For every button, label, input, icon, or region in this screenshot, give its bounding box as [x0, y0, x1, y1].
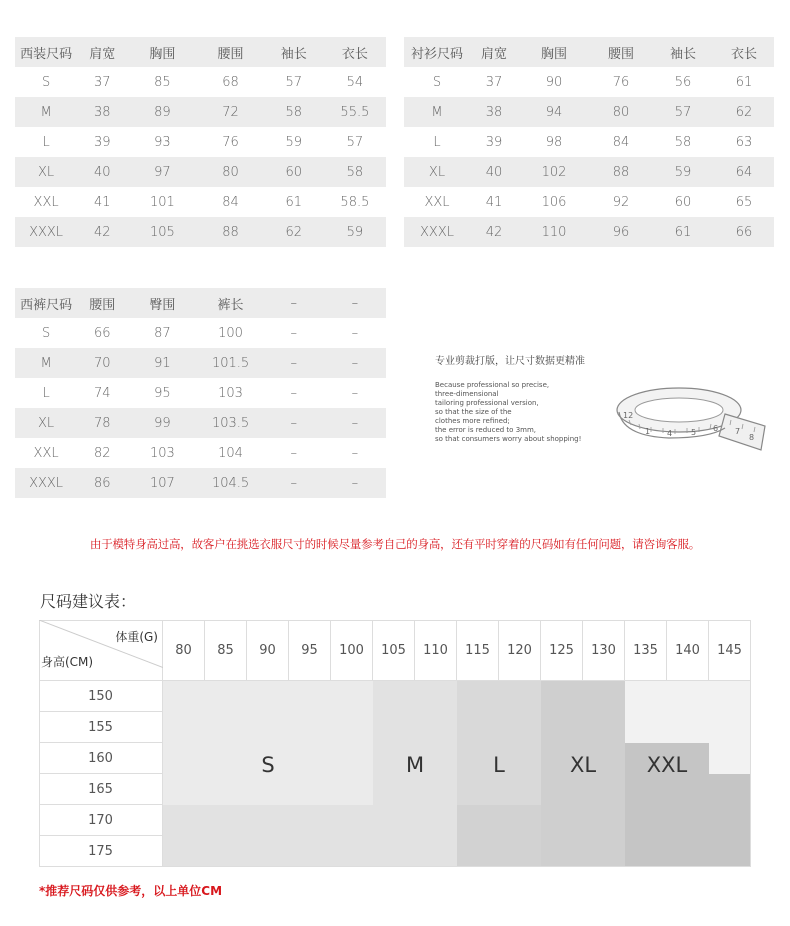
table-cell: 60 — [674, 194, 692, 210]
table-cell: 61 — [652, 217, 714, 247]
table-cell: 37 — [485, 74, 503, 90]
table-row — [404, 157, 774, 187]
header-cell: 衣长 — [714, 37, 774, 67]
weight-header-cell: 120 — [499, 620, 541, 681]
tape-note-line: three-dimensional — [435, 390, 499, 398]
weight-header-cell: 110 — [415, 620, 457, 681]
table-row — [404, 187, 774, 217]
table-cell: – — [290, 325, 297, 341]
table-cell: 72 — [197, 97, 263, 127]
table-cell: XL — [15, 408, 77, 438]
height-row-cell: 160 — [39, 743, 163, 774]
table-cell: 104.5 — [197, 468, 263, 498]
header-cell: 臀围 — [127, 288, 197, 318]
table-header-row — [15, 288, 386, 318]
table-cell: S — [432, 74, 442, 90]
table-cell: 58 — [324, 157, 386, 187]
suit-size-table — [15, 37, 386, 247]
table-cell: 38 — [470, 97, 518, 127]
weight-header-cell: 145 — [709, 620, 751, 681]
table-cell: 76 — [222, 134, 239, 150]
table-cell: 96 — [590, 217, 652, 247]
table-cell: – — [290, 445, 297, 461]
table-cell: – — [264, 348, 324, 378]
table-cell: 85 — [154, 74, 171, 90]
table-row — [404, 217, 774, 247]
table-cell: 38 — [77, 97, 127, 127]
table-cell: 105 — [127, 217, 197, 247]
table-cell: 99 — [127, 408, 197, 438]
table-cell: M — [404, 97, 470, 127]
table-cell: XL — [15, 157, 77, 187]
table-cell: 78 — [77, 408, 127, 438]
header-cell: 肩宽 — [470, 37, 518, 67]
tape-digit: 8 — [749, 433, 755, 442]
table-cell: 106 — [541, 194, 567, 210]
table-cell: 93 — [154, 134, 171, 150]
header-cell: 腰围 — [77, 288, 127, 318]
table-cell: 57 — [346, 134, 364, 150]
table-cell: XXXL — [404, 217, 470, 247]
table-cell: M — [15, 348, 77, 378]
table-cell: L — [42, 134, 50, 150]
table-cell: 97 — [127, 157, 197, 187]
tape-digit: 12 — [623, 411, 634, 420]
table-cell: 102 — [518, 157, 590, 187]
zone-top-right — [625, 681, 751, 743]
table-cell: 89 — [127, 97, 197, 127]
table-cell: 80 — [197, 157, 263, 187]
table-cell: 40 — [77, 157, 127, 187]
table-header-row — [404, 37, 774, 67]
table-row — [15, 408, 386, 438]
size-label-s: S — [261, 752, 275, 777]
table-row — [15, 67, 386, 97]
table-cell: 110 — [518, 217, 590, 247]
table-cell: – — [351, 325, 359, 341]
tape-measure-note — [435, 352, 765, 462]
table-cell: 65 — [735, 194, 753, 210]
table-cell: L — [433, 134, 441, 150]
table-cell: 104 — [218, 445, 243, 461]
weight-header-cell: 130 — [583, 620, 625, 681]
header-cell: 裤长 — [197, 288, 263, 318]
table-row — [404, 67, 774, 97]
table-cell: XXL — [33, 194, 59, 210]
weight-header-cell: 100 — [331, 620, 373, 681]
table-row — [15, 187, 386, 217]
table-cell: 59 — [324, 217, 386, 247]
table-cell: 84 — [222, 194, 239, 210]
table-cell: 88 — [590, 157, 652, 187]
header-cell: – — [264, 288, 324, 318]
header-cell: 西裤尺码 — [15, 288, 77, 318]
table-cell: – — [264, 408, 324, 438]
weight-axis-label: 体重(G) — [115, 630, 158, 644]
model-height-notice: 由于模特身高过高，故客户在挑选衣服尺寸的时候尽量参考自己的身高，还有平时穿着的尺码如有任何问题，请咨询客服。 — [89, 537, 701, 551]
weight-header-cell: 135 — [625, 620, 667, 681]
table-cell: 74 — [93, 385, 111, 401]
table-row — [404, 127, 774, 157]
grid-corner-header — [39, 620, 163, 681]
table-cell: 103.5 — [197, 408, 263, 438]
table-cell: 64 — [714, 157, 774, 187]
header-cell: 衬衫尺码 — [404, 37, 470, 67]
table-cell: 82 — [93, 445, 111, 461]
table-cell: 86 — [77, 468, 127, 498]
table-cell: – — [324, 468, 386, 498]
tape-digit: 4 — [667, 429, 673, 438]
height-row-cell: 170 — [39, 805, 163, 836]
table-cell: – — [351, 385, 359, 401]
table-cell: 41 — [485, 194, 503, 210]
table-cell: 101.5 — [197, 348, 263, 378]
tape-note-chinese: 专业剪裁打版，让尺寸数据更精准 — [435, 356, 585, 367]
header-cell: 胸围 — [518, 37, 590, 67]
header-cell: 西装尺码 — [15, 37, 77, 67]
weight-header-cell: 80 — [163, 620, 205, 681]
tape-note-line: so that the size of the — [435, 408, 512, 416]
height-row-cell: 175 — [39, 836, 163, 867]
table-row — [15, 217, 386, 247]
weight-header-cell: 125 — [541, 620, 583, 681]
table-cell: L — [42, 385, 50, 401]
weight-header-cell: 105 — [373, 620, 415, 681]
table-cell: 42 — [77, 217, 127, 247]
table-cell: XL — [404, 157, 470, 187]
tape-digit: 6 — [713, 424, 719, 433]
table-cell: 70 — [77, 348, 127, 378]
table-cell: – — [324, 408, 386, 438]
zone-l-bottom — [457, 805, 541, 867]
table-cell: 39 — [93, 134, 111, 150]
tape-digit: 5 — [691, 428, 697, 437]
table-cell: 101 — [149, 194, 175, 210]
tape-note-line: tailoring professional version, — [435, 399, 539, 407]
table-cell: 91 — [127, 348, 197, 378]
weight-header-cell: 95 — [289, 620, 331, 681]
table-cell: 90 — [545, 74, 563, 90]
zone-right-notch — [709, 743, 751, 774]
table-cell: 94 — [518, 97, 590, 127]
table-cell: 59 — [652, 157, 714, 187]
table-cell: 56 — [674, 74, 692, 90]
tape-note-line: clothes more refined; — [435, 417, 510, 425]
tape-note-line: the error is reduced to 3mm, — [435, 426, 537, 434]
zone-l — [457, 681, 541, 805]
table-cell: 37 — [93, 74, 111, 90]
table-row — [15, 438, 386, 468]
table-cell: 87 — [154, 325, 171, 341]
pants-size-table — [15, 288, 386, 498]
table-cell: 61 — [735, 74, 753, 90]
table-row — [15, 127, 386, 157]
shirt-size-table — [404, 37, 774, 247]
table-cell: 103 — [218, 385, 243, 401]
header-cell: 胸围 — [127, 37, 197, 67]
table-cell: 62 — [264, 217, 324, 247]
table-cell: 92 — [612, 194, 630, 210]
table-row — [15, 318, 386, 348]
table-cell: 95 — [154, 385, 171, 401]
header-cell: – — [324, 288, 386, 318]
table-cell: 39 — [485, 134, 503, 150]
table-row — [15, 468, 386, 498]
table-row — [15, 348, 386, 378]
header-cell: 袖长 — [264, 37, 324, 67]
table-cell: 54 — [346, 74, 364, 90]
weight-header-cell: 90 — [247, 620, 289, 681]
tape-note-english — [435, 381, 605, 444]
table-cell: XXL — [424, 194, 450, 210]
table-cell: 60 — [264, 157, 324, 187]
table-cell: 80 — [590, 97, 652, 127]
table-cell: 107 — [127, 468, 197, 498]
footnote: *推荐尺码仅供参考，以上单位CM — [39, 884, 223, 898]
table-cell: 98 — [545, 134, 563, 150]
header-cell: 腰围 — [197, 37, 263, 67]
tape-digit: 7 — [735, 427, 741, 436]
zone-xxl-right — [709, 774, 751, 867]
table-cell: 40 — [470, 157, 518, 187]
table-cell: 84 — [612, 134, 630, 150]
table-row — [15, 97, 386, 127]
zone-s — [163, 681, 373, 805]
size-label-xxl: XXL — [646, 752, 688, 777]
table-cell: 55.5 — [324, 97, 386, 127]
table-cell: 41 — [93, 194, 111, 210]
table-cell: 100 — [218, 325, 243, 341]
zone-bottom-left — [163, 805, 373, 867]
tape-digit: 1 — [645, 427, 651, 436]
header-cell: 衣长 — [324, 37, 386, 67]
height-axis-label: 身高(CM) — [41, 655, 94, 669]
table-row — [15, 378, 386, 408]
tape-measure-icon — [609, 376, 769, 456]
table-cell: 88 — [197, 217, 263, 247]
tape-note-line: Because professional so precise, — [435, 381, 550, 389]
table-cell: XXL — [33, 445, 59, 461]
header-cell: 肩宽 — [77, 37, 127, 67]
table-cell: 66 — [93, 325, 111, 341]
table-cell: XXXL — [15, 468, 77, 498]
table-cell: 57 — [285, 74, 302, 90]
table-header-row — [15, 37, 386, 67]
table-cell: 62 — [714, 97, 774, 127]
size-label-m: M — [405, 752, 425, 777]
table-cell: XXXL — [15, 217, 77, 247]
header-cell: 腰围 — [590, 37, 652, 67]
table-row — [15, 157, 386, 187]
tape-note-line: so that consumers worry about shopping! — [435, 435, 582, 443]
table-cell: 42 — [470, 217, 518, 247]
weight-header-cell: 115 — [457, 620, 499, 681]
table-cell: 58 — [264, 97, 324, 127]
table-cell: 68 — [222, 74, 239, 90]
table-cell: – — [290, 385, 297, 401]
table-cell: 57 — [652, 97, 714, 127]
weight-header-cell: 85 — [205, 620, 247, 681]
height-row-cell: 150 — [39, 681, 163, 712]
size-label-xl: XL — [569, 752, 597, 777]
table-cell: 63 — [735, 134, 753, 150]
table-cell: – — [351, 445, 359, 461]
height-row-cell: 165 — [39, 774, 163, 805]
table-cell: – — [264, 468, 324, 498]
weight-header-cell: 140 — [667, 620, 709, 681]
table-cell: S — [41, 74, 51, 90]
size-guide-title: 尺码建议表： — [40, 592, 137, 611]
size-guide-grid — [39, 620, 751, 867]
table-cell: S — [41, 325, 51, 341]
height-row-cell: 155 — [39, 712, 163, 743]
size-label-l: L — [493, 752, 505, 777]
header-cell: 袖长 — [652, 37, 714, 67]
table-cell: – — [324, 348, 386, 378]
table-cell: M — [15, 97, 77, 127]
table-cell: 58.5 — [340, 194, 370, 210]
table-row — [404, 97, 774, 127]
table-cell: 59 — [285, 134, 302, 150]
table-cell: 61 — [285, 194, 302, 210]
table-cell: 103 — [149, 445, 175, 461]
table-cell: 58 — [674, 134, 692, 150]
table-cell: 66 — [714, 217, 774, 247]
table-cell: 76 — [612, 74, 630, 90]
